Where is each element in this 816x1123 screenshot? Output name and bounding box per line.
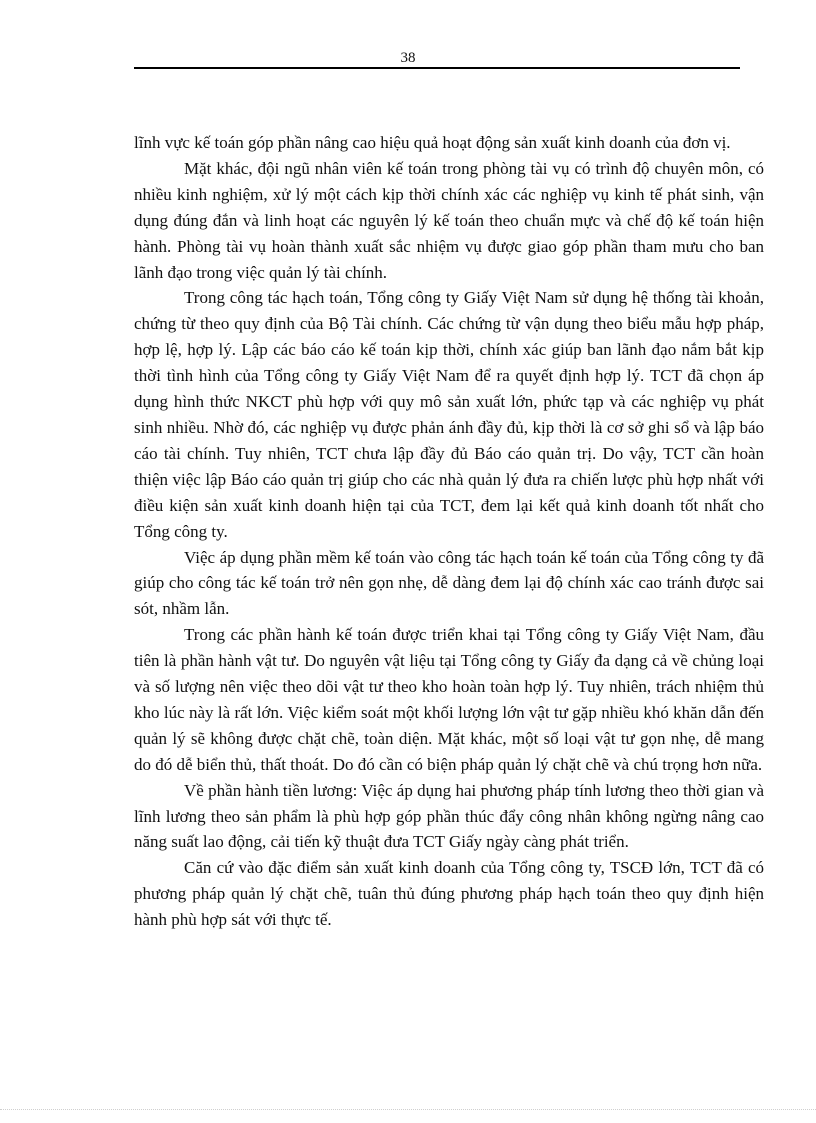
bottom-edge: [0, 1109, 816, 1110]
paragraph-fixed-assets: Căn cứ vào đặc điểm sản xuất kinh doanh của Tổng công ty, TSCĐ lớn, TCT đã có phương pháp quản lý chặt chẽ, tuân thủ đúng phương pháp hạch toán theo quy định hiện hành phù hợp sát với thực tế.: [134, 858, 764, 930]
paragraph-payroll: Về phần hành tiền lương: Việc áp dụng hai phương pháp tính lương theo thời gian và lĩnh lương theo sản phẩm là phù hợp góp phần thúc đẩy công nhân không ngừng nâng cao năng suất lao động, cải tiến kỹ thuật đưa TCT Giấy ngày càng phát triển.: [134, 780, 764, 852]
paragraph-materials: Trong các phần hành kế toán được triển khai tại Tổng công ty Giấy Việt Nam, đầu tiên là phần hành vật tư. Do nguyên vật liệu tại Tổng công ty Giấy đa dạng cả về chủng loại và số lượng nên việc theo dõi vật tư theo kho hoàn toàn hợp lý. Tuy nhiên, trách nhiệm thủ kho lúc này là rất lớn. Việc kiểm soát một khối lượng lớn vật tư gặp nhiều khó khăn dẫn đến quản lý sẽ không được chặt chẽ, toàn diện. Mặt khác, một số loại vật tư gọn nhẹ, dễ mang do đó dễ biển thủ, thất thoát. Do đó cần có biện pháp quản lý chặt chẽ và chú trọng hơn nữa.: [134, 625, 764, 774]
paragraph-continued: lĩnh vực kế toán góp phần nâng cao hiệu quả hoạt động sản xuất kinh doanh của đơn vị.: [134, 133, 731, 152]
page-number: 38: [400, 50, 416, 66]
header-rule: [134, 67, 740, 69]
paragraph-accounting-software: Việc áp dụng phần mềm kế toán vào công tác hạch toán kế toán của Tổng công ty đã giúp cho công tác kế toán trở nên gọn nhẹ, dễ dàng đem lại độ chính xác cao tránh được sai sót, nhầm lẫn.: [134, 547, 764, 619]
document-body: [134, 130, 764, 933]
paragraph-accounting-staff: Mặt khác, đội ngũ nhân viên kế toán trong phòng tài vụ có trình độ chuyên môn, có nhiều kinh nghiệm, xử lý một cách kịp thời chính xác các nghiệp vụ kinh tế phát sinh, vận dụng đúng đắn và linh hoạt các nguyên lý kế toán theo chuẩn mực và chế độ kế toán hiện hành. Phòng tài vụ hoàn thành xuất sắc nhiệm vụ được giao góp phần tham mưu cho ban lãnh đạo trong việc quản lý tài chính.: [134, 158, 764, 282]
paragraph-accounting-system: Trong công tác hạch toán, Tổng công ty Giấy Việt Nam sử dụng hệ thống tài khoản, chứng từ theo quy định của Bộ Tài chính. Các chứng từ vận dụng theo biểu mẫu hợp pháp, hợp lệ, hợp lý. Lập các báo cáo kế toán kịp thời, chính xác giúp ban lãnh đạo nắm bắt kịp thời tình hình của Tổng công ty Giấy Việt Nam để ra quyết định hợp lý. TCT đã chọn áp dụng hình thức NKCT phù hợp với quy mô sản xuất lớn, phức tạp và các nghiệp vụ phát sinh nhiều. Nhờ đó, các nghiệp vụ được phản ánh đầy đủ, kịp thời là cơ sở ghi sổ và lập báo cáo tài chính. Tuy nhiên, TCT chưa lập đầy đủ Báo cáo quản trị. Do vậy, TCT cần hoàn thiện việc lập Báo cáo quản trị giúp cho các nhà quản lý đưa ra chiến lược phù hợp nhất với điều kiện sản xuất kinh doanh hiện tại của TCT, đem lại kết quả kinh doanh tốt nhất cho Tổng công ty.: [134, 288, 764, 541]
